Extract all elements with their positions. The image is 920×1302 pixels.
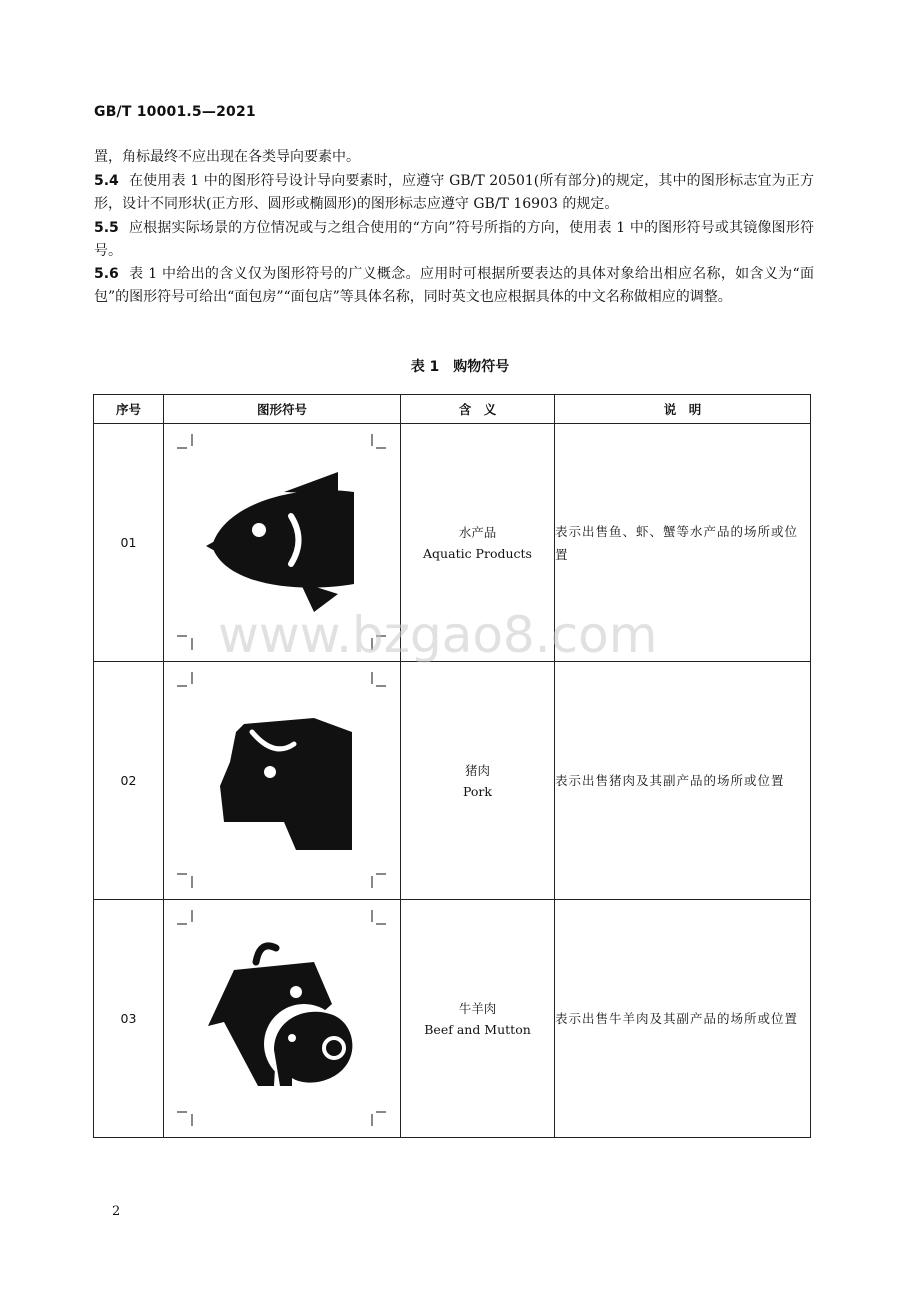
- table-row: [94, 662, 811, 900]
- paragraph-text: 应根据实际场景的方位情况或与之组合使用的“方向”符号所指的方向，使用表 1 中的图形符号或其镜像图形符号。: [94, 220, 814, 259]
- paragraph-text: 表 1 中给出的含义仅为图形符号的广义概念。应用时可根据所要表达的具体对象给出相应名称，如含义为“面包”的图形符号可给出“面包房”“面包店”等具体名称，同时英文也应根据具体的中文名称做相应的调整。: [94, 266, 814, 305]
- description-cell: 表示出售鱼、虾、蟹等水产品的场所或位置: [555, 424, 811, 662]
- pig-icon: [164, 662, 401, 899]
- clause-number: 5.6: [94, 266, 119, 282]
- description-cell: 表示出售牛羊肉及其副产品的场所或位置: [555, 900, 811, 1138]
- symbol-table: [93, 394, 811, 1138]
- paragraph-continuation: [94, 146, 814, 169]
- row-number: 03: [94, 900, 164, 1138]
- paragraph-text: 置，角标最终不应出现在各类导向要素中。: [94, 149, 360, 165]
- clause-number: 5.4: [94, 173, 119, 189]
- paragraph-text: 在使用表 1 中的图形符号设计导向要素时，应遵守 GB/T 20501(所有部分)的规定，其中的图形标志宜为正方形，设计不同形状(正方形、圆形或椭圆形)的图形标志应遵守 GB/T 16903 的规定。: [94, 173, 814, 212]
- paragraph-5-6: [94, 263, 814, 309]
- meaning-zh: 水产品: [458, 524, 497, 540]
- symbol-cell: [164, 662, 401, 900]
- table-title: 表 1 购物符号: [410, 359, 510, 375]
- table-row: [94, 424, 811, 662]
- row-number: 01: [94, 424, 164, 662]
- page-number: 2: [112, 1204, 121, 1219]
- table-row: [94, 900, 811, 1138]
- meaning-cell: [401, 424, 555, 662]
- standard-code: GB/T 10001.5—2021: [94, 104, 256, 120]
- symbol-cell: [164, 424, 401, 662]
- clause-number: 5.5: [94, 220, 119, 236]
- cow-sheep-icon: [164, 900, 401, 1137]
- header-description: 说 明: [555, 395, 811, 424]
- paragraph-5-4: [94, 170, 814, 216]
- symbol-cell: [164, 900, 401, 1138]
- table-header-row: [94, 395, 811, 424]
- description-cell: 表示出售猪肉及其副产品的场所或位置: [555, 662, 811, 900]
- paragraph-5-5: [94, 217, 814, 263]
- fish-icon: [164, 424, 401, 661]
- header-symbol: 图形符号: [164, 395, 401, 424]
- meaning-en: Pork: [463, 783, 492, 799]
- meaning-zh: 牛羊肉: [458, 1000, 497, 1016]
- meaning-cell: [401, 662, 555, 900]
- meaning-en: Aquatic Products: [423, 545, 532, 561]
- row-number: 02: [94, 662, 164, 900]
- meaning-cell: [401, 900, 555, 1138]
- watermark-text: www.bzgao8.com: [218, 606, 658, 664]
- header-no: 序号: [94, 395, 164, 424]
- meaning-zh: 猪肉: [464, 762, 490, 778]
- meaning-en: Beef and Mutton: [424, 1021, 531, 1037]
- header-meaning: 含 义: [401, 395, 555, 424]
